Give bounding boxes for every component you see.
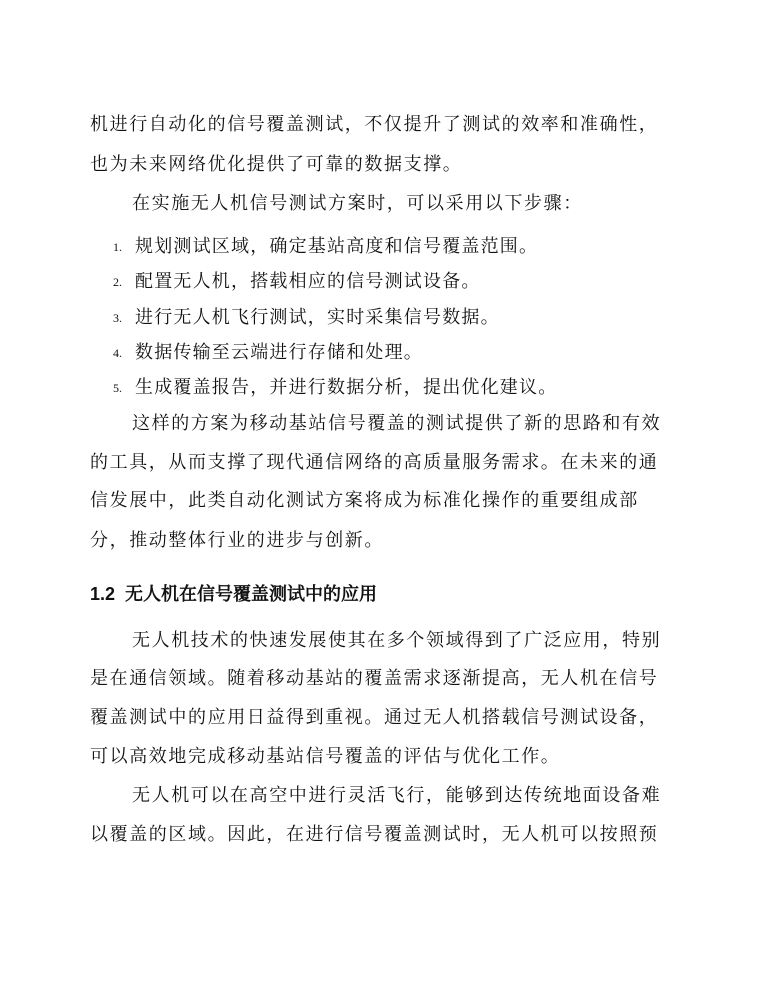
list-item-text: 进行无人机飞行测试，实时采集信号数据。 (135, 307, 500, 328)
list-item-number: 3. (113, 311, 122, 325)
paragraph-4-line-3: 覆盖测试中的应用日益得到重视。通过无人机搭载信号测试设备， (90, 707, 659, 728)
list-item-text: 配置无人机，搭载相应的信号测试设备。 (135, 271, 481, 292)
paragraph-5-line-2: 以覆盖的区域。因此，在进行信号覆盖测试时，无人机可以按照预 (90, 824, 659, 845)
paragraph-4-line-2: 是在通信领域。随着移动基站的覆盖需求逐渐提高，无人机在信号 (90, 668, 659, 689)
list-item (113, 236, 538, 258)
list-item-number: 5. (113, 381, 122, 395)
list-item (113, 271, 481, 293)
section-number: 1.2 (90, 584, 116, 604)
paragraph-2-line-1: 在实施无人机信号测试方案时，可以采用以下步骤： (132, 193, 583, 214)
section-heading (90, 583, 377, 606)
paragraph-4-line-1: 无人机技术的快速发展使其在多个领域得到了广泛应用，特别 (132, 630, 662, 651)
list-item-number: 2. (113, 275, 122, 289)
list-item (113, 377, 557, 399)
list-item-number: 1. (113, 240, 122, 254)
paragraph-1-line-1: 机进行自动化的信号覆盖测试，不仅提升了测试的效率和准确性， (90, 114, 659, 135)
section-title: 无人机在信号覆盖测试中的应用 (125, 584, 378, 605)
paragraph-1-line-2: 也为未来网络优化提供了可靠的数据支撑。 (90, 154, 463, 175)
paragraph-3-line-3: 信发展中，此类自动化测试方案将成为标准化操作的重要组成部 (90, 490, 639, 511)
list-item-text: 规划测试区域，确定基站高度和信号覆盖范围。 (135, 236, 539, 257)
paragraph-5-line-1: 无人机可以在高空中进行灵活飞行，能够到达传统地面设备难 (132, 785, 662, 806)
list-item (113, 342, 423, 364)
list-item-text: 生成覆盖报告，并进行数据分析，提出优化建议。 (135, 377, 558, 398)
list-item-text: 数据传输至云端进行存储和处理。 (135, 342, 423, 363)
list-item-number: 4. (113, 346, 122, 360)
list-item (113, 307, 500, 329)
paragraph-3-line-2: 的工具，从而支撑了现代通信网络的高质量服务需求。在未来的通 (90, 452, 659, 473)
paragraph-4-line-4: 可以高效地完成移动基站信号覆盖的评估与优化工作。 (90, 746, 561, 767)
paragraph-3-line-1: 这样的方案为移动基站信号覆盖的测试提供了新的思路和有效 (132, 413, 662, 434)
paragraph-3-line-4: 分，推动整体行业的进步与创新。 (90, 530, 384, 551)
